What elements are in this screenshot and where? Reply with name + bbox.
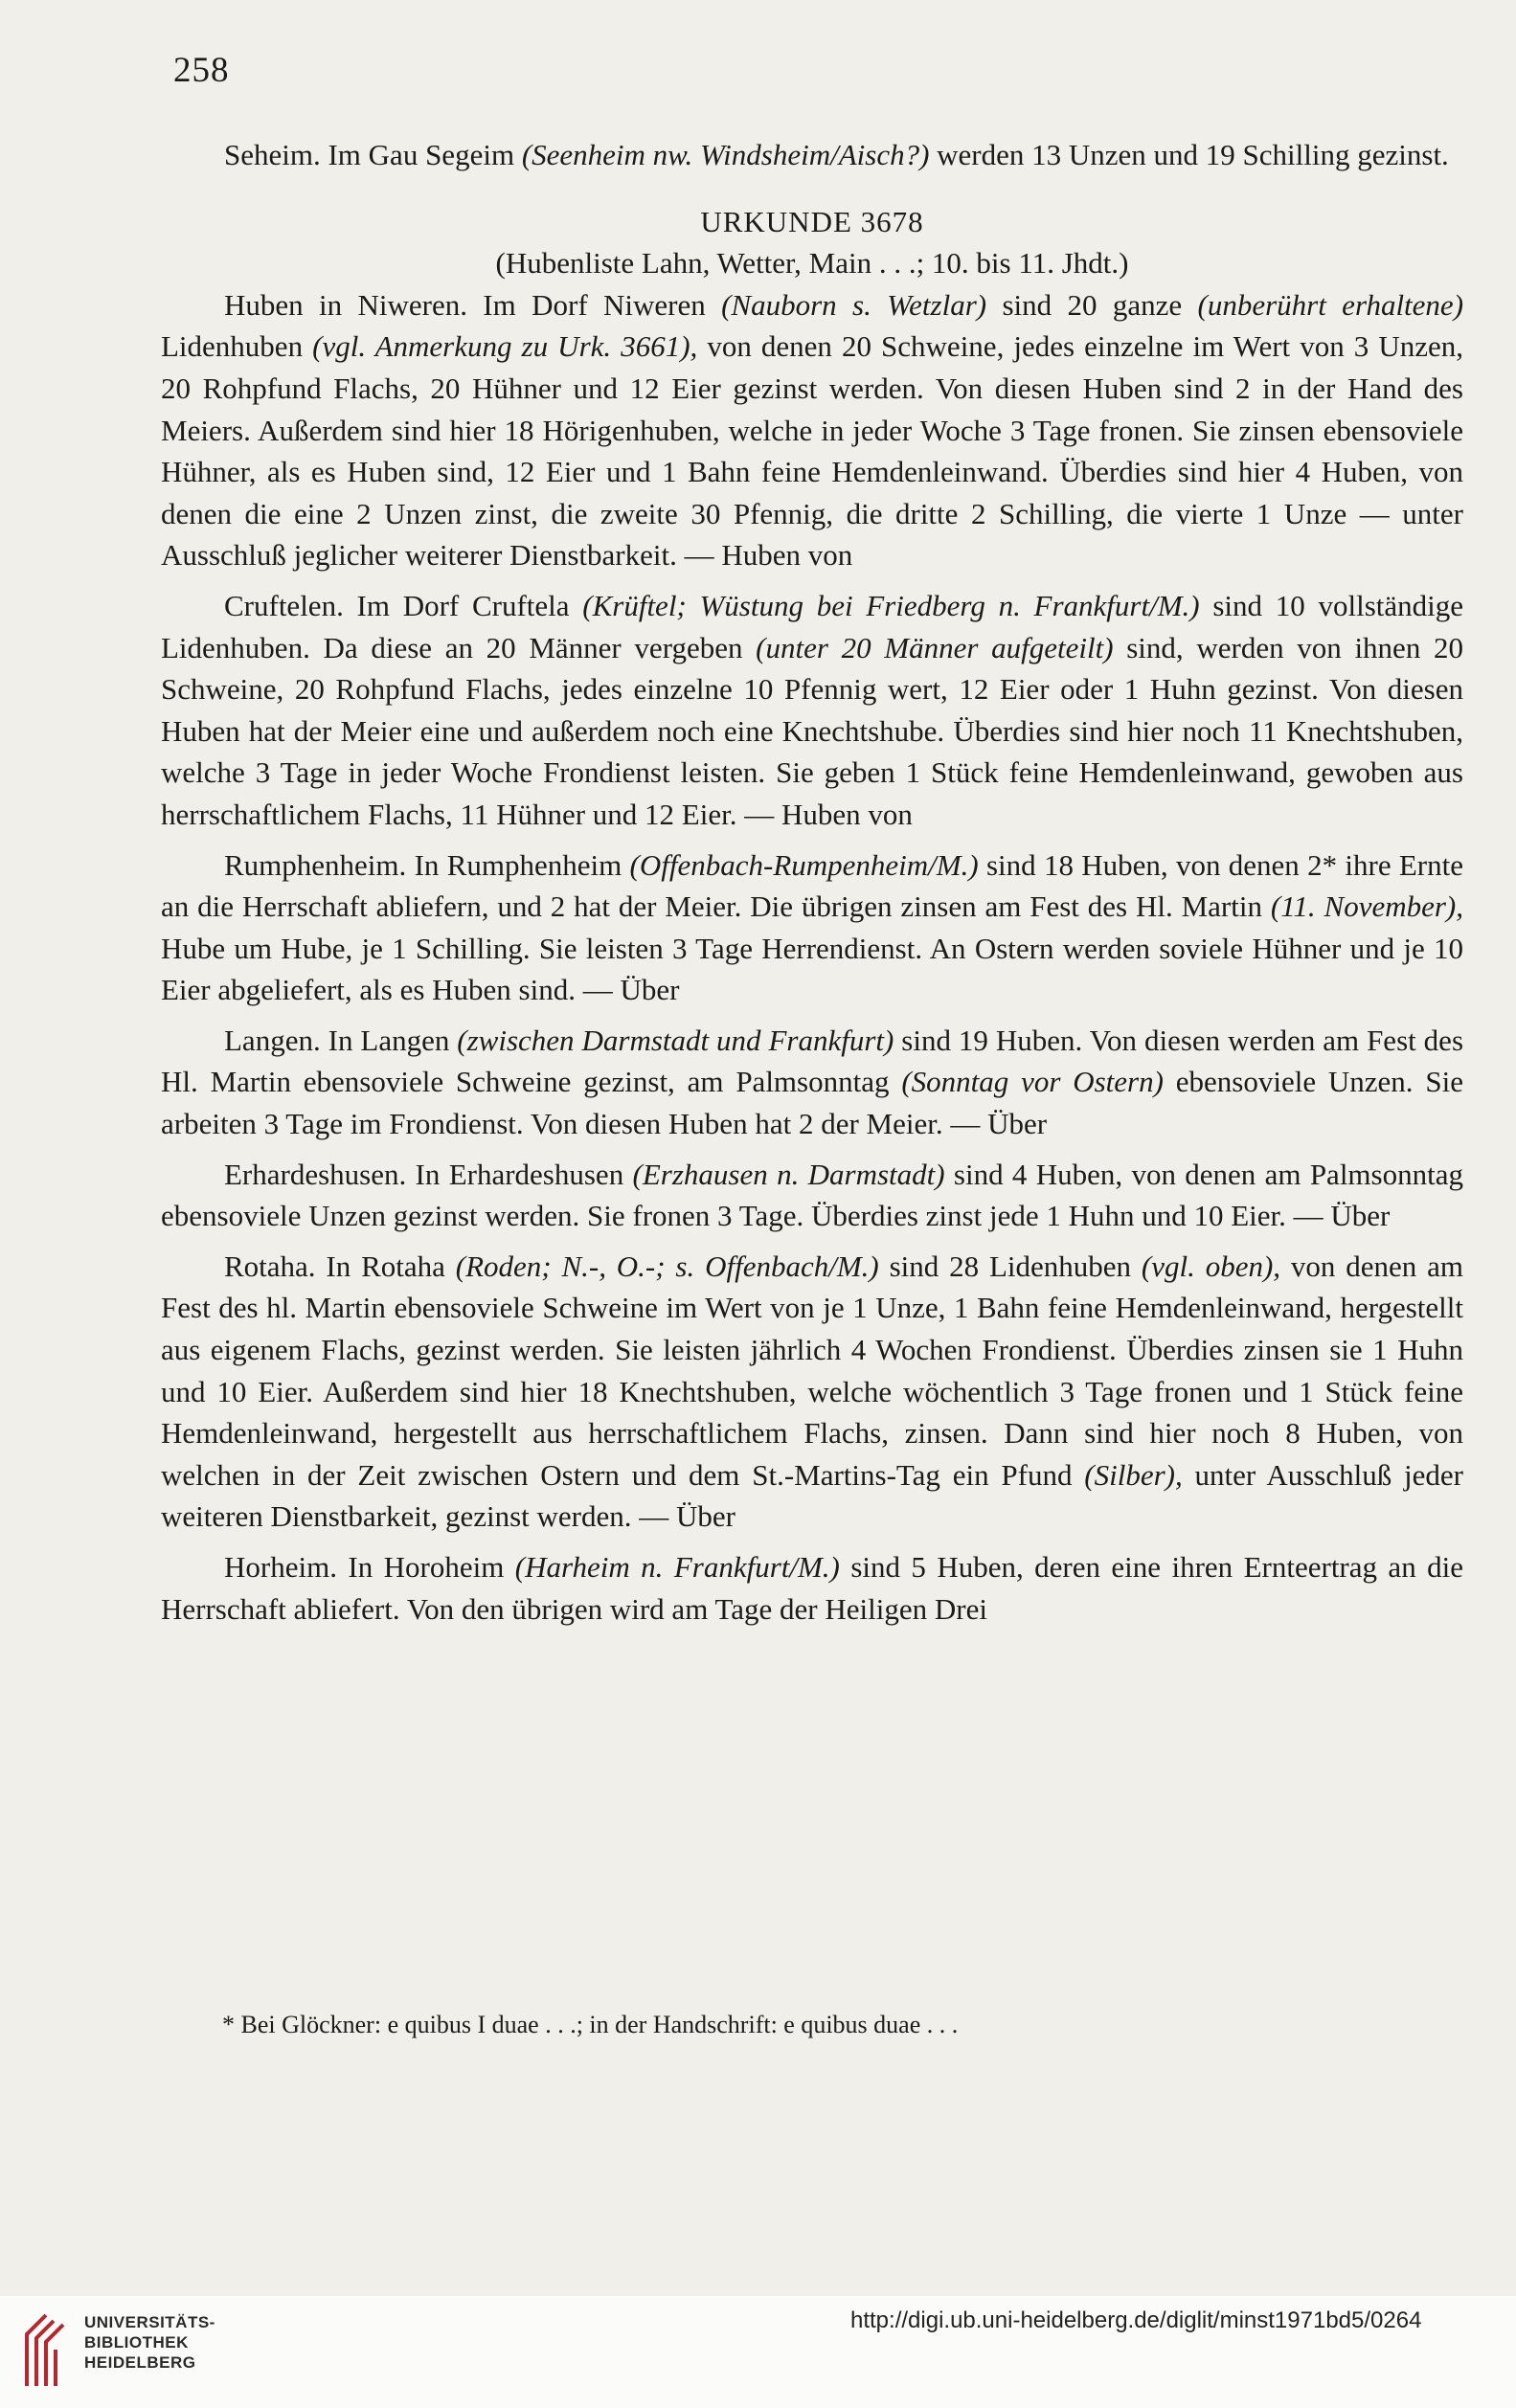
text-run: sind 19 Huben. Von diesen werden am Fest des Hl. Martin ebensoviele Schweine gezinst, am Palmsonntag bbox=[161, 1023, 1464, 1099]
paragraph bbox=[161, 1246, 1463, 1538]
text-run: sind 5 Huben, deren eine ihren Ernteertrag an die Herrschaft abliefert. Von den übrigen wird am Tage der Heiligen Drei bbox=[161, 1550, 1463, 1626]
text-run: sind 20 ganze bbox=[986, 287, 1198, 322]
library-name-line: UNIVERSITÄTS- bbox=[84, 2313, 215, 2331]
main-text bbox=[161, 134, 1463, 1630]
italic-annotation: (Erzhausen n. Darmstadt) bbox=[632, 1157, 945, 1191]
library-name-line: BIBLIOTHEK bbox=[84, 2333, 189, 2352]
italic-annotation: (Seenheim nw. Windsheim/Aisch?) bbox=[521, 138, 930, 171]
paragraph bbox=[161, 284, 1463, 576]
text-run: Cruftelen. Im Dorf Cruftela bbox=[224, 588, 583, 622]
paragraph bbox=[161, 1546, 1463, 1630]
text-run: ebensoviele Unzen. Sie arbeiten 3 Tage im Frondienst. Von diesen Huben hat 2 der Meier. — Über bbox=[161, 1065, 1463, 1141]
text-run: unter Ausschluß jeder weiteren Dienstbarkeit, gezinst werden. — Über bbox=[161, 1457, 1463, 1534]
text-run: sind 4 Huben, von denen am Palmsonntag ebensoviele Unzen gezinst werden. Sie fronen 3 Tage. Überdies zinst jede 1 Huhn und 10 Eier. — Über bbox=[161, 1157, 1463, 1233]
library-logo-icon bbox=[21, 2306, 71, 2392]
text-run: Huben in Niweren. Im Dorf Niweren bbox=[224, 287, 722, 322]
document-heading bbox=[161, 201, 1463, 284]
paragraph bbox=[161, 134, 1463, 176]
italic-annotation: (Sonntag vor Ostern) bbox=[901, 1065, 1164, 1099]
document-subtitle: (Hubenliste Lahn, Wetter, Main . . .; 10. bis 11. Jhdt.) bbox=[495, 246, 1129, 281]
text-run: von denen 20 Schweine, jedes einzelne im Wert von 3 Unzen, 20 Rohpfund Flachs, 20 Hühner und 12 Eier gezinst werden. Von diesen Huben sind 2 in der Hand des Meiers. Außerdem sind hier 18 Hörigenhuben, welche in jeder Woche 3 Tage fronen. Sie zinsen ebensoviele Hühner, als es Huben sind, 12 Eier und 1 Bahn feine Hemdenleinwand. Überdies sind hier 4 Huben, von denen die eine 2 Unzen zinst, die zweite 30 Pfennig, die dritte 2 Schilling, die vierte 1 Unze — unter Ausschluß jeglicher weiterer Dienstbarkeit. — Huben von bbox=[161, 329, 1463, 573]
italic-annotation: (Offenbach-Rumpenheim/M.) bbox=[629, 847, 979, 882]
text-run: Rotaha. In Rotaha bbox=[224, 1249, 456, 1283]
library-name bbox=[84, 2312, 215, 2373]
library-name-line: HEIDELBERG bbox=[84, 2353, 196, 2372]
paragraph bbox=[161, 1154, 1463, 1237]
text-run: Rumphenheim. In Rumphenheim bbox=[224, 847, 630, 882]
paragraph bbox=[161, 1020, 1463, 1145]
text-run: Lidenhuben bbox=[161, 329, 313, 364]
italic-annotation: (vgl. oben), bbox=[1141, 1249, 1281, 1283]
text-run: sind 10 vollständige Lidenhuben. Da diese an 20 Männer vergeben bbox=[161, 588, 1463, 664]
italic-annotation: (unberührt erhaltene) bbox=[1197, 287, 1464, 322]
text-run: Erhardeshusen. In Erhardeshusen bbox=[224, 1157, 633, 1191]
italic-annotation: (Silber), bbox=[1084, 1457, 1183, 1492]
text-run: von denen am Fest des hl. Martin ebensoviele Schweine im Wert von je 1 Unze, 1 Bahn feine Hemdenleinwand, hergestellt aus eigenem Flachs, gezinst werden. Sie leisten jährlich 4 Wochen Frondienst. Überdies zinsen sie 1 Huhn und 10 Eier. Außerdem sind hier 18 Knechtshuben, welche wöchentlich 3 Tage fronen und 1 Stück feine Hemdenleinwand, hergestellt aus herrschaftlichem Flachs, zinsen. Dann sind hier noch 8 Huben, von welchen in der Zeit zwischen Ostern und dem St.-Martins-Tag ein Pfund bbox=[161, 1249, 1463, 1492]
text-run: sind, werden von ihnen 20 Schweine, 20 Rohpfund Flachs, jedes einzelne 10 Pfennig wert, 12 Eier oder 1 Huhn gezinst. Von diesen Huben hat der Meier eine und außerdem noch eine Knechtshube. Überdies sind hier noch 11 Knechtshuben, welche 3 Tage in jeder Woche Frondienst leisten. Sie geben 1 Stück feine Hemdenleinwand, gewoben aus herrschaftlichem Flachs, 11 Hühner und 12 Eier. — Huben von bbox=[161, 630, 1464, 831]
text-run: Hube um Hube, je 1 Schilling. Sie leisten 3 Tage Herrendienst. An Ostern werden soviele Hühner und je 10 Eier abgeliefert, als es Huben sind. — Über bbox=[161, 931, 1463, 1007]
italic-annotation: (vgl. Anmerkung zu Urk. 3661), bbox=[312, 329, 698, 364]
text-run: Seheim. Im Gau Segeim bbox=[224, 138, 522, 171]
italic-annotation: (Roden; N.-, O.-; s. Offenbach/M.) bbox=[455, 1249, 879, 1283]
text-run: sind 28 Lidenhuben bbox=[878, 1249, 1142, 1283]
text-run: Horheim. In Horoheim bbox=[224, 1550, 515, 1584]
italic-annotation: (11. November), bbox=[1270, 889, 1464, 924]
text-run: sind 18 Huben, von denen 2* ihre Ernte an die Herrschaft abliefern, und 2 hat der Meier. Die übrigen zinsen am Fest des Hl. Martin bbox=[161, 847, 1464, 924]
paragraph bbox=[161, 844, 1463, 1011]
italic-annotation: (Nauborn s. Wetzlar) bbox=[721, 287, 987, 322]
document-title: URKUNDE 3678 bbox=[700, 204, 924, 238]
italic-annotation: (Harheim n. Frankfurt/M.) bbox=[514, 1550, 840, 1584]
italic-annotation: (zwischen Darmstadt und Frankfurt) bbox=[457, 1023, 894, 1057]
source-url-link[interactable]: http://digi.ub.uni-heidelberg.de/diglit/minst1971bd5/0264 bbox=[850, 2307, 1422, 2333]
footnote: * Bei Glöckner: e quibus I duae . . .; in der Handschrift: e quibus duae . . . bbox=[222, 2011, 959, 2038]
italic-annotation: (unter 20 Männer aufgeteilt) bbox=[756, 630, 1114, 664]
text-run: werden 13 Unzen und 19 Schilling gezinst. bbox=[929, 138, 1449, 171]
page-number: 258 bbox=[173, 51, 230, 90]
text-run: Langen. In Langen bbox=[224, 1023, 458, 1057]
italic-annotation: (Krüftel; Wüstung bei Friedberg n. Frankfurt/M.) bbox=[582, 588, 1200, 622]
paragraph bbox=[161, 585, 1463, 836]
